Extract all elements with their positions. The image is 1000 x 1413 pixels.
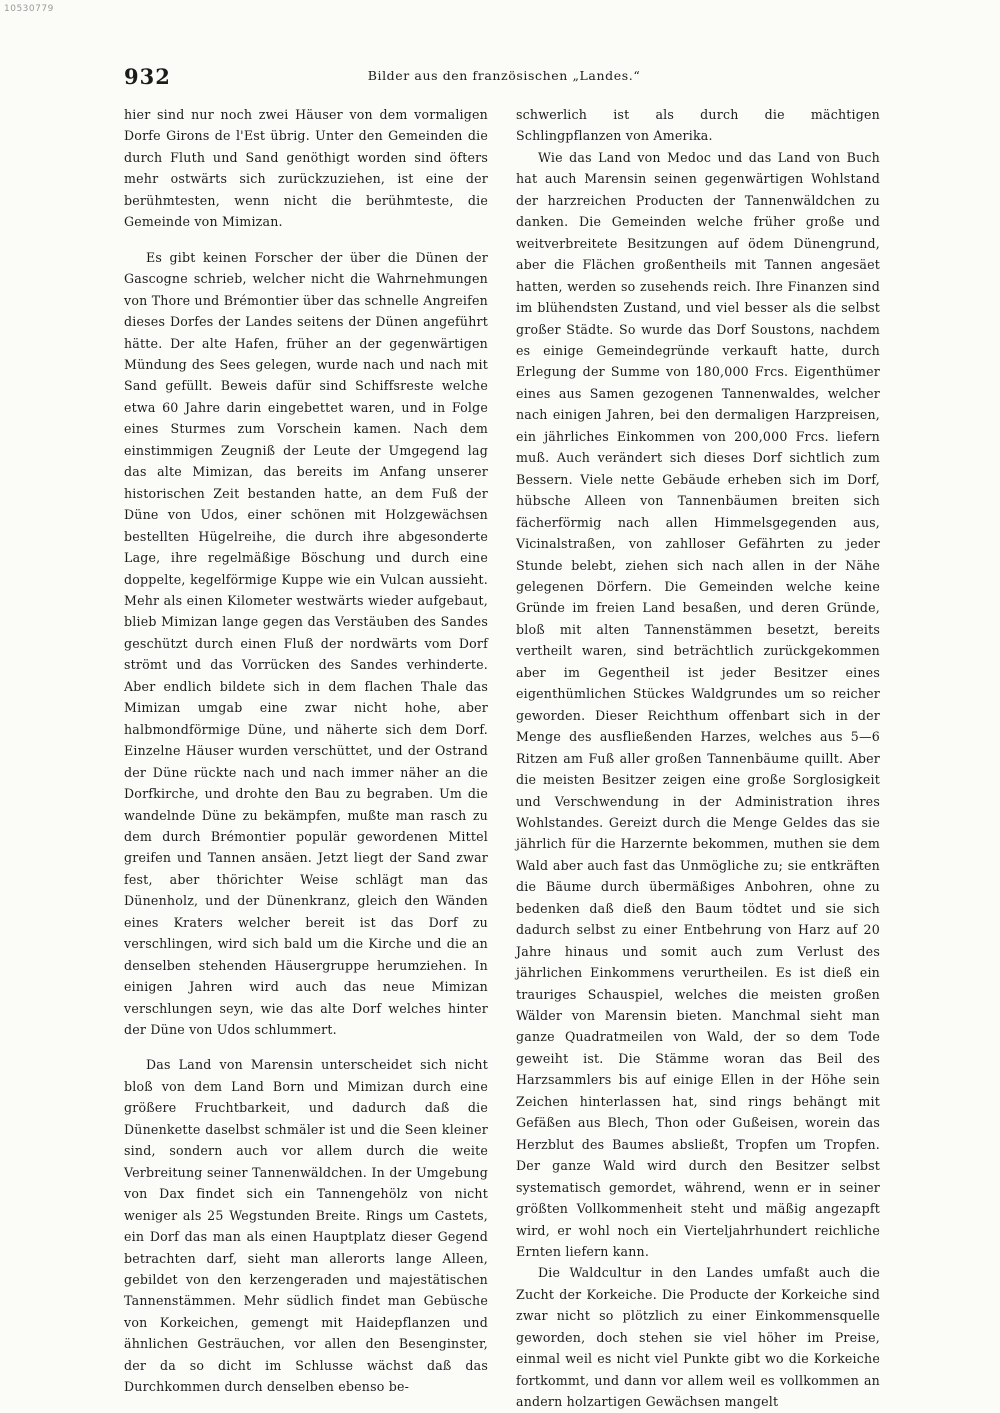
page-number: 932 bbox=[124, 64, 171, 89]
paragraph: Das Land von Marensin unterscheidet sich nicht bloß von dem Land Born und Mimizan durch eine größere Fruchtbarkeit, und dadurch daß die Dünenkette daselbst schmäler ist und die Seen kleiner sind, sondern auch vor allem durch die weite Verbreitung seiner Tannenwäldchen. In der Umgebung von Dax findet sich ein Tannengehölz von nicht weniger als 25 Wegstunden Breite. Rings um Castets, ein Dorf das man als einen Hauptplatz dieser Gegend betrachten darf, sieht man allerorts lange Alleen, gebildet von den kerzengeraden und majestätischen Tannenstämmen. Mehr südlich findet man Gebüsche von Korkeichen, gemengt mit Haidepflanzen und ähnlichen Gesträuchen, vor allen den Besenginster, der da so dicht im Schlusse wächst daß das Durchkommen durch denselben ebenso be- bbox=[124, 1057, 488, 1395]
paragraph: Es gibt keinen Forscher der über die Dünen der Gascogne schrieb, welcher nicht die Wahrnehmungen von Thore und Brémontier über das schnelle Angreifen dieses Dorfes der Landes seitens der Dünen angeführt hätte. Der alte Hafen, früher an der gegenwärtigen Mündung des Sees gelegen, wurde nach und nach mit Sand gefüllt. Beweis dafür sind Schiffsreste welche etwa 60 Jahre darin eingebettet waren, und in Folge eines Sturmes zum Vorschein kamen. Nach dem einstimmigen Zeugniß der Leute der Umgegend lag das alte Mimizan, das bereits im Anfang unserer historischen Zeit bestanden hatte, an dem Fuß der Düne von Udos, einer schönen mit Holzgewächsen bestellten Hügelreihe, die durch ihre abgesonderte Lage, ihre regelmäßige Böschung und durch eine doppelte, kegelförmige Kuppe wie ein Vulcan aussieht. Mehr als einen Kilometer westwärts wieder aufgebaut, blieb Mimizan lange gegen das Verstäuben des Sandes geschützt durch einen Fluß der nordwärts vom Dorf strömt und das Vorrücken des Sandes verhinderte. Aber endlich bildete sich in dem flachen Thale das Mimizan umgab eine zwar nicht hohe, aber halbmondförmige Düne, und näherte sich dem Dorf. Einzelne Häuser wurden verschüttet, und der Ostrand der Düne rückte nach und nach immer näher an die Dorfkirche, und drohte den Bau zu begraben. Um die wandelnde Düne zu bekämpfen, mußte man rasch zu dem durch Brémontier populär gewordenen Mittel greifen und Tannen ansäen. Jetzt liegt der Sand zwar fest, aber thörichter Weise schlägt man das Dünenholz, und der Dünenkranz, gleich den Wänden eines Kraters welcher bereit ist das Dorf zu verschlingen, wird sich bald um die Kirche und die an denselben stehenden Häusergruppe herumziehen. In einigen Jahren wird auch das neue Mimizan verschlungen seyn, wie das alte Dorf welches hinter der Düne von Udos schlummert. bbox=[124, 249, 488, 1038]
paragraph: Wie das Land von Medoc und das Land von Buch hat auch Marensin seinen gegenwärtigen Wohlstand der harzreichen Producten der Tannenwäldchen zu danken. Die Gemeinden welche früher große und weitverbreitete Besitzungen auf ödem Dünengrund, aber die Flächen großentheils mit Tannen angesäet hatten, werden so zusehends reich. Ihre Finanzen sind im blühendsten Zustand, und viel besser als die selbst großer Städte. So wurde das Dorf Soustons, nachdem es einige Gemeindegründe verkauft hatte, durch Erlegung der Summe von 180,000 Frcs. Eigenthümer eines aus Samen gezogenen Tannenwaldes, welcher nach einigen Jahren, bei den dermaligen Harzpreisen, ein jährliches Einkommen von 200,000 Frcs. liefern muß. Auch verändert sich dieses Dorf sichtlich zum Bessern. Viele nette Gebäude erheben sich im Dorf, hübsche Alleen von Tannenbäumen breiten sich fächerförmig nach allen Himmelsgegenden aus, Vicinalstraßen, von zahlloser Gefährten zu jeder Stunde belebt, ziehen sich nach allen in der Nähe gelegenen Dörfern. Die Gemeinden welche keine Gründe im freien Land besaßen, und deren Gründe, bloß mit alten Tannenstämmen besetzt, bereits vertheilt waren, sind beträchtlich zurückgekommen aber im Gegentheil ist jeder Besitzer eines eigenthümlichen Stückes Waldgrundes um so reicher geworden. Dieser Reichthum offenbart sich in der Menge des ausfließenden Harzes, welches aus 5—6 Ritzen am Fuß aller großen Tannenbäume quillt. Aber die meisten Besitzer zeigen eine große Sorglosigkeit und Verschwendung in der Administration ihres Wohlstandes. Gereizt durch die Menge Geldes das sie jährlich für die Harzernte bekommen, muthen sie dem Wald aber auch fast das Unmögliche zu; sie entkräften die Bäume durch übermäßiges Anbohren, ohne zu bedenken daß dieß den Baum tödtet und sie sich dadurch selbst zu einer Entbehrung von Harz auf 20 Jahre hinaus und somit auch zum Verlust des jährlichen Einkommens verurtheilen. Es ist dieß ein trauriges Schauspiel, welches die meisten großen Wälder von Marensin bieten. Manchmal sieht man ganze Quadratmeilen von Wald, der so dem Tode geweiht ist. Die Stämme woran das Beil des Harzsammlers bis auf einige Ellen in der Höhe sein Zeichen hinterlassen hat, sind rings behängt mit Gefäßen aus Blech, Thon oder Gußeisen, worein das Herzblut des Baumes absließt, Tropfen um Tropfen. Der ganze Wald wird durch den Besitzer selbst systematisch gemordet, während, wenn er in seiner größten Vollkommenheit steht und mäßig angezapft wird, er wohl noch ein Vierteljahrhundert reichliche Ernten liefern kann. bbox=[516, 149, 880, 1260]
right-column bbox=[516, 104, 880, 1413]
left-column bbox=[124, 104, 488, 1398]
paragraph: hier sind nur noch zwei Häuser von dem vormaligen Dorfe Girons de l'Est übrig. Unter den Gemeinden die durch Fluth und Sand genöthigt worden sind öfters mehr ostwärts sich zurückzuziehen, ist eine der berühmtesten, wenn nicht die berühmteste, die Gemeinde von Mimizan. bbox=[124, 107, 488, 230]
running-title: Bilder aus den französischen „Landes.“ bbox=[367, 68, 641, 83]
page-header bbox=[124, 64, 884, 88]
paragraph: Die Waldcultur in den Landes umfaßt auch die Zucht der Korkeiche. Die Producte der Korkeiche sind zwar nicht so plötzlich zu einer Einkommensquelle geworden, doch stehen sie viel höher im Preise, einmal weil es nicht viel Punkte gibt wo die Korkeiche fortkommt, und dann vor allem weil es vollkommen an andern holzartigen Gewächsen mangelt bbox=[516, 1265, 880, 1410]
scan-id-label: 10530779 bbox=[4, 4, 54, 14]
paragraph: schwerlich ist als durch die mächtigen Schlingpflanzen von Amerika. bbox=[516, 107, 880, 144]
